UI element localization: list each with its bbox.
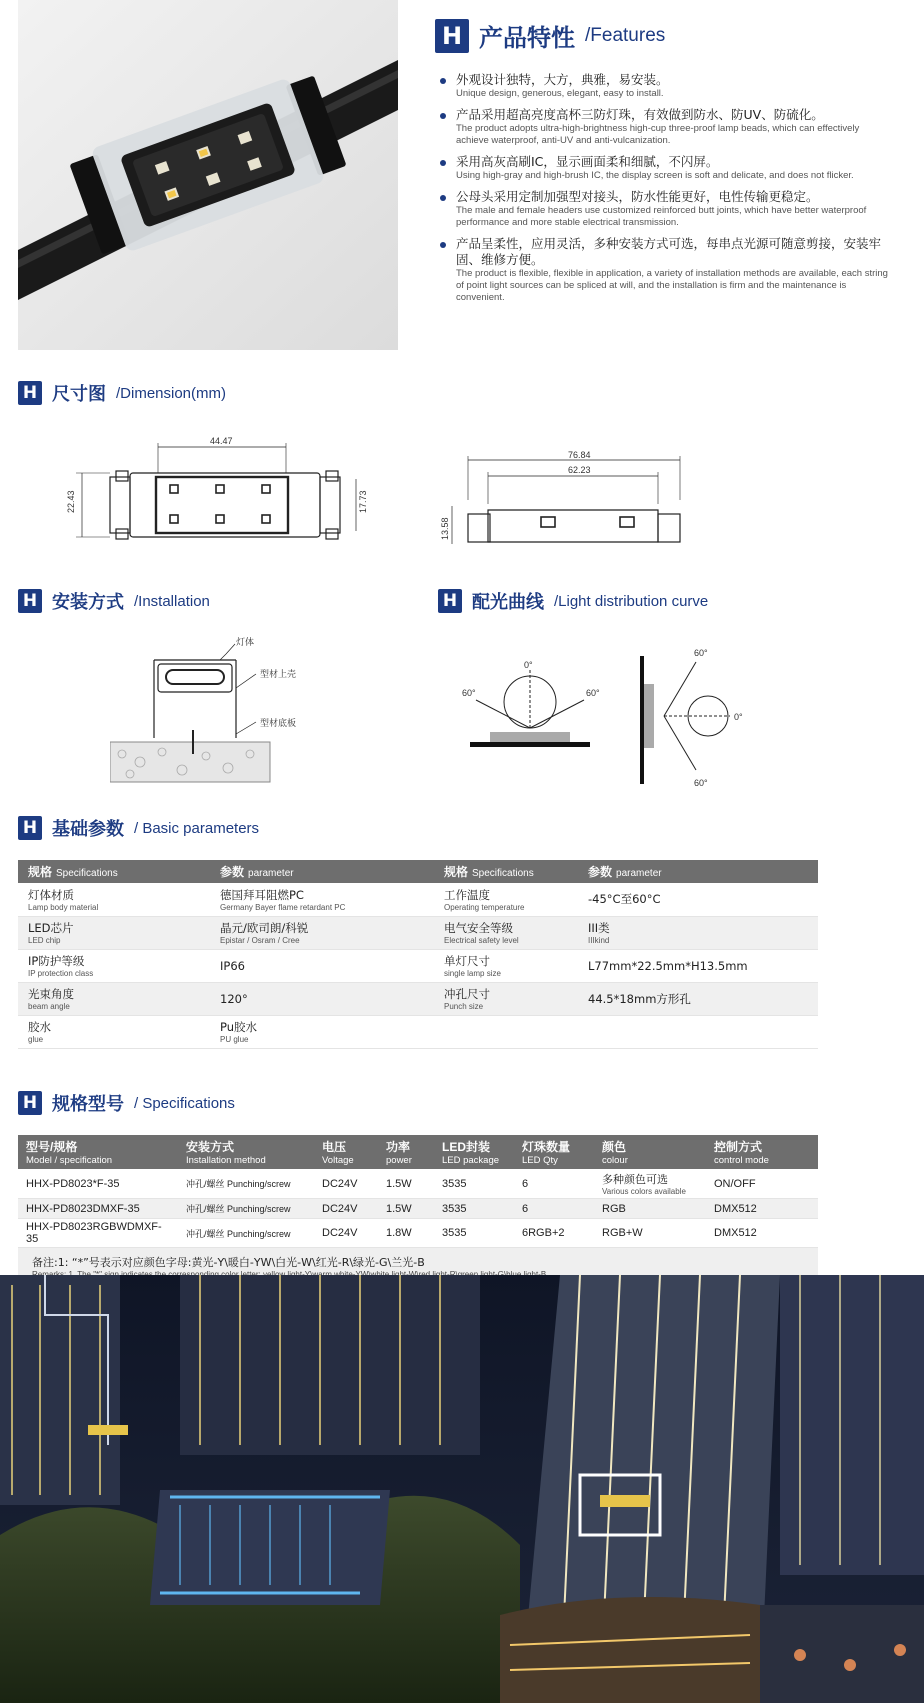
colour-text: 多种颜色可选 — [602, 1174, 668, 1186]
table-row — [18, 1015, 818, 1048]
spec-key-en: single lamp size — [444, 969, 501, 978]
feature-item — [440, 236, 892, 304]
specs-title — [18, 1090, 235, 1116]
model-cell: HHX-PD8023DMXF-35 — [18, 1199, 178, 1219]
model-cell: HHX-PD8023RGBWDMXF-35 — [18, 1219, 178, 1248]
dimension-title-cn: 尺寸图 — [52, 384, 106, 405]
angle-label: 0° — [734, 712, 743, 722]
table-row — [18, 883, 818, 916]
angle-label: 0° — [524, 660, 533, 670]
colour-cell — [594, 1219, 706, 1248]
section-h-icon: H — [18, 816, 42, 840]
feature-text-cn: 产品采用超高亮度高杯三防灯珠，有效做到防水、防UV、防硫化。 — [456, 107, 824, 122]
features-list — [440, 72, 892, 311]
voltage-cell: DC24V — [314, 1199, 378, 1219]
control-cell: DMX512 — [706, 1219, 818, 1248]
section-h-icon: H — [18, 589, 42, 613]
spec-key: 冲孔尺寸 — [444, 987, 490, 1001]
spec-value-en: Germany Bayer flame retardant PC — [220, 902, 346, 912]
header-en: parameter — [616, 868, 662, 879]
install-cell: 冲孔/螺丝 Punching/screw — [178, 1169, 314, 1199]
spec-key-en: LED chip — [28, 936, 61, 945]
colour-text-en: Various colors available — [602, 1187, 686, 1196]
feature-text-en: The male and female headers use customized reinforced butt joints, which have better waterproof performance and more stable electrical transmission. — [456, 205, 867, 228]
qty-cell: 6 — [514, 1169, 594, 1199]
feature-text-en: Using high-gray and high-brush IC, the display screen is soft and delicate, and does not flicker. — [456, 170, 854, 181]
spec-key-en: Operating temperature — [444, 902, 525, 912]
install-label-base: 型材底板 — [260, 718, 297, 728]
header-en: parameter — [248, 868, 294, 879]
power-cell: 1.5W — [378, 1199, 434, 1219]
spec-key-en: beam angle — [28, 1002, 70, 1011]
remark-cn: 备注:1: “*”号表示对应颜色字母:黄光-Y\暖白-YW\白光-W\红光-R\绿光-G\兰光-B — [32, 1256, 425, 1269]
colour-text: RGB — [602, 1202, 626, 1215]
power-cell: 1.5W — [378, 1169, 434, 1199]
basic-title-cn: 基础参数 — [52, 819, 124, 840]
light-curve-title-en: /Light distribution curve — [554, 592, 709, 610]
specs-title-en: / Specifications — [134, 1094, 235, 1112]
package-cell: 3535 — [434, 1199, 514, 1219]
feature-item — [440, 189, 892, 229]
section-h-icon: H — [18, 1091, 42, 1115]
feature-item — [440, 154, 892, 182]
installation-diagram — [110, 630, 380, 790]
header-cn: 颜色 — [602, 1140, 627, 1154]
dim-top-width: 44.47 — [210, 436, 233, 446]
model-cell: HHX-PD8023*F-35 — [18, 1169, 178, 1199]
feature-text-cn: 采用高灰高刷IC，显示画面柔和细腻，不闪屏。 — [456, 154, 719, 169]
spec-key: 灯体材质 — [28, 887, 74, 902]
spec-value-en: IIIkind — [588, 936, 610, 945]
basic-parameters-table — [18, 860, 818, 1049]
spec-key: IP防护等级 — [28, 954, 85, 968]
colour-cell — [594, 1199, 706, 1219]
spec-key-en: Lamp body material — [28, 902, 99, 912]
qty-cell: 6RGB+2 — [514, 1219, 594, 1248]
header-cn: 安装方式 — [186, 1140, 235, 1154]
header-cn: 规格 — [444, 865, 469, 879]
spec-key: 胶水 — [28, 1020, 51, 1034]
features-title-en: /Features — [585, 24, 666, 46]
install-label-lamp: 灯体 — [236, 637, 255, 647]
spec-key: 光束角度 — [28, 987, 74, 1001]
specifications-table — [18, 1135, 818, 1286]
dimension-title — [18, 380, 226, 406]
header-cn: LED封装 — [442, 1140, 491, 1154]
feature-text-cn: 产品呈柔性，应用灵活，多种安装方式可选，每串点光源可随意剪接，安装牢固、维修方便。 — [456, 236, 882, 267]
table-row — [18, 949, 818, 982]
dim-side-total: 76.84 — [568, 450, 591, 460]
header-en: Specifications — [56, 868, 118, 879]
product-photo — [18, 0, 398, 350]
section-h-icon: H — [435, 19, 469, 53]
spec-key: 电气安全等级 — [444, 921, 513, 935]
angle-label: 60° — [586, 688, 600, 698]
basic-title-en: / Basic parameters — [134, 819, 260, 837]
package-cell: 3535 — [434, 1219, 514, 1248]
power-cell: 1.8W — [378, 1219, 434, 1248]
dimension-title-en: /Dimension(mm) — [116, 384, 227, 402]
header-en: colour — [602, 1155, 628, 1166]
installation-title-en: /Installation — [134, 592, 210, 610]
control-cell: ON/OFF — [706, 1169, 818, 1199]
feature-text-en: The product adopts ultra-high-brightness high-cup three-proof lamp beads, which can effectively achieve waterproof, anti-UV and anti-vulcanization. — [456, 123, 860, 146]
features-title — [435, 18, 665, 53]
feature-item — [440, 72, 892, 100]
spec-key-en: Punch size — [444, 1002, 484, 1011]
header-cn: 功率 — [386, 1140, 411, 1154]
header-en: LED package — [442, 1155, 500, 1166]
light-curve-title-cn: 配光曲线 — [472, 592, 544, 613]
header-cn: 型号/规格 — [26, 1140, 78, 1154]
dim-top-height: 22.43 — [66, 490, 76, 513]
angle-label: 60° — [462, 688, 476, 698]
section-h-icon: H — [18, 381, 42, 405]
control-cell: DMX512 — [706, 1199, 818, 1219]
spec-value: 晶元/欧司朗/科锐 — [220, 921, 309, 935]
spec-value: -45°C至60°C — [588, 892, 661, 907]
application-photo — [0, 1275, 924, 1703]
basic-title — [18, 815, 259, 841]
dim-side-body: 62.23 — [568, 465, 591, 475]
features-title-cn: 产品特性 — [479, 24, 575, 52]
installation-title — [18, 588, 210, 614]
spec-key-en: IP protection class — [28, 969, 94, 978]
colour-text: RGB+W — [602, 1227, 643, 1239]
header-en: Model / specification — [26, 1155, 113, 1166]
installation-title-cn: 安装方式 — [52, 592, 124, 613]
feature-text-en: Unique design, generous, elegant, easy to install. — [456, 88, 664, 99]
feature-text-cn: 公母头采用定制加强型对接头，防水性能更好，电性传输更稳定。 — [456, 189, 819, 204]
install-cell: 冲孔/螺丝 Punching/screw — [178, 1219, 314, 1248]
spec-key: 单灯尺寸 — [444, 954, 490, 968]
install-label-upper: 型材上壳 — [260, 669, 297, 679]
colour-cell — [594, 1169, 706, 1199]
header-cn: 参数 — [588, 865, 613, 879]
spec-value: 44.5*18mm方形孔 — [588, 991, 691, 1006]
table-row — [18, 982, 818, 1015]
spec-key-en: glue — [28, 1035, 44, 1044]
dimension-top-view — [60, 435, 380, 545]
dimension-side-view — [440, 450, 730, 550]
spec-key: 工作温度 — [444, 887, 490, 902]
spec-value-en: PU glue — [220, 1035, 249, 1044]
header-cn: 参数 — [220, 865, 245, 879]
spec-value: Pu胶水 — [220, 1020, 258, 1034]
spec-value: IP66 — [220, 958, 245, 973]
light-curve-title — [438, 588, 708, 614]
spec-value: L77mm*22.5mm*H13.5mm — [588, 958, 748, 973]
package-cell: 3535 — [434, 1169, 514, 1199]
specs-title-cn: 规格型号 — [52, 1094, 124, 1115]
voltage-cell: DC24V — [314, 1169, 378, 1199]
feature-item — [440, 107, 892, 147]
header-cn: 电压 — [322, 1140, 347, 1154]
feature-text-en: The product is flexible, flexible in application, a variety of installation methods are available, each string of point light sources can be spliced at will, and the installation is firm and the maintenance is convenient. — [456, 268, 888, 303]
spec-key-en: Electrical safety level — [444, 936, 519, 945]
table-header-row — [18, 1135, 818, 1169]
voltage-cell: DC24V — [314, 1219, 378, 1248]
spec-value: 120° — [220, 991, 248, 1006]
header-en: control mode — [714, 1155, 769, 1166]
dim-top-inner-height: 17.73 — [358, 490, 368, 513]
header-en: Specifications — [472, 868, 534, 879]
table-row — [18, 1199, 818, 1219]
install-cell: 冲孔/螺丝 Punching/screw — [178, 1199, 314, 1219]
header-cn: 灯珠数量 — [522, 1140, 571, 1154]
section-h-icon: H — [438, 589, 462, 613]
spec-value: III类 — [588, 921, 610, 935]
header-cn: 规格 — [28, 865, 53, 879]
angle-label: 60° — [694, 778, 708, 788]
table-row — [18, 1169, 818, 1199]
header-en: power — [386, 1155, 412, 1166]
header-cn: 控制方式 — [714, 1140, 763, 1154]
dim-side-height: 13.58 — [440, 517, 450, 540]
qty-cell: 6 — [514, 1199, 594, 1219]
spec-key: LED芯片 — [28, 921, 74, 935]
header-en: Installation method — [186, 1155, 266, 1166]
spec-value: 德国拜耳阻燃PC — [220, 887, 304, 902]
feature-text-cn: 外观设计独特，大方，典雅，易安装。 — [456, 72, 669, 87]
spec-value-en: Epistar / Osram / Cree — [220, 936, 300, 945]
header-en: Voltage — [322, 1155, 354, 1166]
table-header-row — [18, 860, 818, 883]
light-distribution-diagram — [450, 640, 770, 800]
table-row — [18, 1219, 818, 1248]
header-en: LED Qty — [522, 1155, 558, 1166]
angle-label: 60° — [694, 648, 708, 658]
table-row — [18, 916, 818, 949]
